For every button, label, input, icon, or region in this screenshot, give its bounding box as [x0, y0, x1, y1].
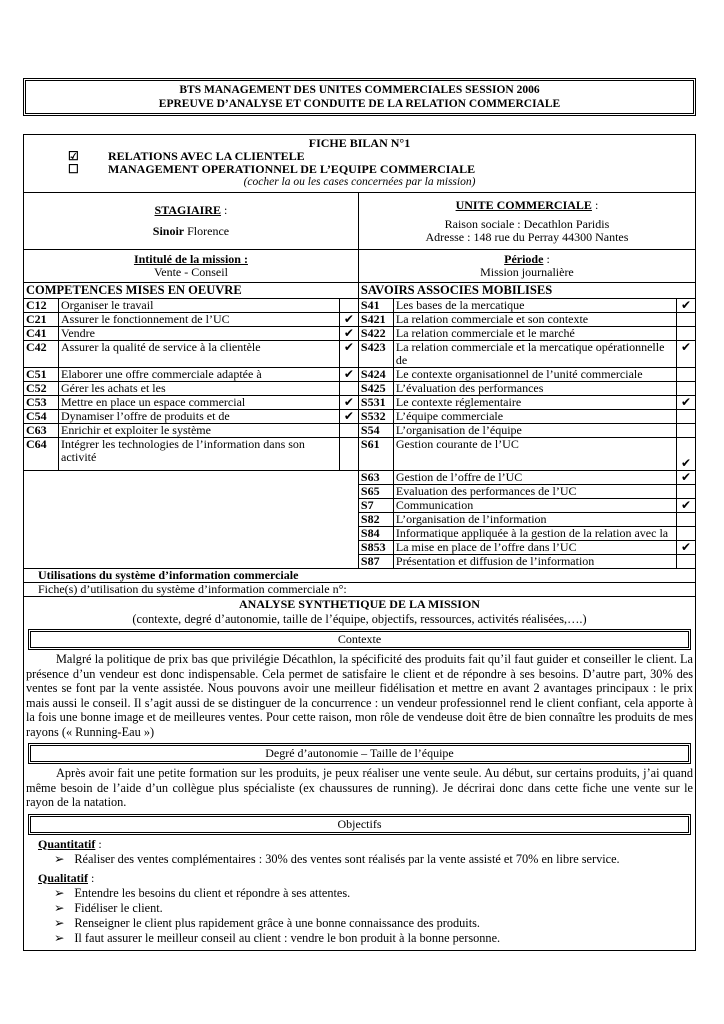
empty-cell — [24, 541, 359, 555]
analyse-subtitle: (contexte, degré d’autonomie, taille de l’équipe, objectifs, ressources, activités réalisées,….) — [132, 612, 587, 626]
savoir-check[interactable] — [677, 410, 696, 424]
savoir-code: S87 — [358, 555, 393, 569]
savoir-code: S65 — [358, 485, 393, 499]
unite-label: UNITE COMMERCIALE — [455, 197, 592, 212]
savoir-check[interactable] — [677, 327, 696, 341]
savoir-row — [24, 499, 696, 513]
skills-row — [24, 368, 696, 382]
savoir-row — [24, 471, 696, 485]
savoir-check[interactable]: ✔ — [677, 499, 696, 513]
savoir-label: L’évaluation des performances — [393, 382, 676, 396]
objectifs-title: Objectifs — [30, 816, 689, 833]
skills-row — [24, 424, 696, 438]
empty-cell — [24, 499, 359, 513]
savoir-code: S532 — [358, 410, 393, 424]
savoir-check[interactable] — [677, 313, 696, 327]
competence-label: Assurer la qualité de service à la clientèle — [59, 341, 340, 368]
fiche-title: FICHE BILAN N°1 — [308, 136, 411, 150]
option-management-equipe: MANAGEMENT OPERATIONNEL DE L’EQUIPE COMMERCIALE — [108, 162, 476, 176]
savoir-check[interactable]: ✔ — [677, 541, 696, 555]
competence-label: Assurer le fonctionnement de l’UC — [59, 313, 340, 327]
savoir-check[interactable]: ✔ — [677, 438, 696, 471]
sic-title: Utilisations du système d’information commerciale — [24, 569, 696, 583]
savoir-label: Informatique appliquée à la gestion de la relation avec la — [393, 527, 676, 541]
competence-code: C41 — [24, 327, 59, 341]
savoir-row — [24, 555, 696, 569]
savoir-code: S84 — [358, 527, 393, 541]
objective-item: ➢ Réaliser des ventes complémentaires : 30% des ventes sont réalisés par la vente assisté et 70% en libre service. — [78, 852, 693, 867]
empty-cell — [24, 513, 359, 527]
savoir-label: La relation commerciale et son contexte — [393, 313, 676, 327]
analyse-title: ANALYSE SYNTHETIQUE DE LA MISSION — [239, 597, 480, 611]
skills-row — [24, 299, 696, 313]
savoir-label: Présentation et diffusion de l’information — [393, 555, 676, 569]
competence-code: C52 — [24, 382, 59, 396]
competence-label: Elaborer une offre commerciale adaptée à — [59, 368, 340, 382]
savoir-check[interactable] — [677, 527, 696, 541]
competence-code: C42 — [24, 341, 59, 368]
savoir-code: S423 — [358, 341, 393, 368]
empty-cell — [24, 527, 359, 541]
objective-item: ➢ Entendre les besoins du client et répondre à ses attentes. — [78, 886, 693, 901]
document-page — [23, 78, 696, 951]
savoir-code: S61 — [358, 438, 393, 471]
savoir-code: S425 — [358, 382, 393, 396]
qualitatif-label: Qualitatif — [38, 870, 88, 885]
competence-code: C12 — [24, 299, 59, 313]
savoir-code: S853 — [358, 541, 393, 555]
competence-code: C21 — [24, 313, 59, 327]
competence-check[interactable] — [339, 438, 358, 471]
periode-colon: : — [543, 252, 550, 266]
competence-code: C53 — [24, 396, 59, 410]
competence-check[interactable]: ✔ — [339, 368, 358, 382]
savoir-check[interactable]: ✔ — [677, 341, 696, 368]
savoir-label: L’organisation de l’information — [393, 513, 676, 527]
savoir-row — [24, 513, 696, 527]
competence-check[interactable] — [339, 382, 358, 396]
objective-item: ➢ Renseigner le client plus rapidement grâce à une bonne connaissance des produits. — [78, 916, 693, 931]
savoir-check[interactable]: ✔ — [677, 299, 696, 313]
option-relations-clientele: RELATIONS AVEC LA CLIENTELE — [108, 149, 305, 163]
competence-label: Dynamiser l’offre de produits et de — [59, 410, 340, 424]
periode-value: Mission journalière — [480, 265, 574, 279]
savoir-check[interactable] — [677, 368, 696, 382]
skills-row — [24, 382, 696, 396]
savoir-code: S63 — [358, 471, 393, 485]
savoir-code: S421 — [358, 313, 393, 327]
skills-row — [24, 327, 696, 341]
checkbox-empty-icon[interactable]: ☐ — [68, 162, 79, 176]
savoir-label: Evaluation des performances de l’UC — [393, 485, 676, 499]
competence-check[interactable]: ✔ — [339, 410, 358, 424]
unite-colon: : — [591, 197, 599, 212]
unite-adresse: Adresse : 148 rue du Perray 44300 Nantes — [425, 229, 629, 244]
contexte-title: Contexte — [30, 631, 689, 648]
competence-check[interactable]: ✔ — [339, 396, 358, 410]
savoir-label: Les bases de la mercatique — [393, 299, 676, 313]
exam-header — [23, 78, 696, 116]
competence-check[interactable] — [339, 424, 358, 438]
quantitatif-label: Quantitatif — [38, 836, 96, 851]
savoir-label: Le contexte organisationnel de l’unité commerciale — [393, 368, 676, 382]
objectifs-box — [28, 814, 691, 835]
competences-title: COMPETENCES MISES EN OEUVRE — [24, 283, 359, 299]
savoir-check[interactable] — [677, 382, 696, 396]
competence-code: C64 — [24, 438, 59, 471]
fiche-table: FICHE BILAN N°1 ☑ RELATIONS AVEC LA CLIENTELE ☐ MANAGEMENT OPERATIONNEL DE L’EQUIPE COMMERCIALE (cocher la ou les cases concernées par la mission) STAGIAIRE : Sinoir Florence UNITE COMMERCIALE : Raison sociale : Decathlon Paridis Adresse : 148 rue du Perray 44300 Nantes Intitulé de la mission : Vente - Conseil Période : Mission journalière COMPETENCES MISES EN OEUVRE SAVOIRS ASSOCIES MOBILISES C12 Organiser le travail S41 Les bases de la mercatique ✔ C21 Assurer le fonctionnement de l’UC ✔ S421 La relation commerciale et son contexte C41 Vendre ✔ S422 La relation commerciale et le marché C42 Assurer la qualité de service à la clientèle ✔ S423 La relation commerciale et la mercatique opérationnelle de ✔ C51 Elaborer une offre commerciale adaptée à ✔ S424 Le contexte organisationnel de l’unité commerciale C52 Gérer les achats et les S425 L’évaluation des performances C53 Mettre en place un espace commercial ✔ S531 Le contexte réglementaire ✔ C54 Dynamiser l’offre de produits et de ✔ S532 L’équipe commerciale C63 Enrichir et exploiter le système S54 L’organisation de l’équipe C64 Intégrer les technologies de l’information dans son activité S61 Gestion courante de l’UC ✔ S63 Gestion de l’offre de l’UC ✔ S65 Evaluation des performances de l’UC S7 Communication ✔ S82 L’organisation de l’information S84 Informatique appliquée à la gestion de la relation avec la S853 La mise en place de l’offre dans l’UC ✔ S87 Présentation et diffusion de l’information Utilisations du système d’information commerciale Fiche(s) d’utilisation du système d’information commerciale n°: ANALYSE SYNTHETIQUE DE LA MISSION (contexte, degré d’autonomie, taille de l’équipe, objectifs, ressources, activités réalisées,….) Contexte Malgré la politique de prix bas que privilégie Décathlon, la spécificité des produits fait qu’il faut guider et conseiller le client. La présence d’un vendeur est donc indispensable. Cela permet de satisfaire le client et de répondre à ses besoins. D’autre part, 30% des ventes se font par la vente assistée. Nous pouvons avoir une meilleur fidélisation et mettre en avant 2 avantages principaux : le prix mais aussi le conseil. Il s’agit aussi de se distinguer de la concurrence : un vendeur professionnel rend le client confiant, cela apporte à la fois une bonne image et de meilleures ventes. Pour cette raison, mon rôle de vendeuse doit être de bien connaître les produits de mes rayons (« Running-Eau ») Degré d’autonomie – Taille de l’équipe Après avoir fait une petite formation sur les produits, je peux réaliser une vente seule. Au début, sur certains produits, j’ai quand même besoin de l’aide d’un collègue plus spécialiste (ex chaussures de running). Je décrirai donc dans cette fiche une vente sur le rayon de la natation. Objectifs Quantitatif : ➢ Réaliser des ventes complémentaires : 30% des ventes sont réalisés par la vente assisté et 70% en libre service. Qualitatif : ➢ Entendre les besoins du client et répondre à ses attentes. ➢ Fidéliser le client. ➢ Renseigner le client plus rapidement grâce à une bonne connaissance des produits. ➢ Il faut assurer le meilleur conseil au client : vendre le bon produit à la bonne personne. — [23, 134, 696, 951]
objective-item: ➢ Il faut assurer le meilleur conseil au client : vendre le bon produit à la bonne personne. — [78, 931, 693, 946]
savoir-label: Gestion de l’offre de l’UC — [393, 471, 676, 485]
savoir-label: Gestion courante de l’UC — [393, 438, 676, 471]
competence-check[interactable]: ✔ — [339, 341, 358, 368]
savoir-check[interactable] — [677, 513, 696, 527]
savoir-code: S531 — [358, 396, 393, 410]
savoir-row — [24, 527, 696, 541]
periode-label: Période — [504, 252, 544, 266]
quantitatif-list — [38, 852, 693, 867]
stagiaire-firstname: Florence — [184, 224, 230, 238]
contexte-text: Malgré la politique de prix bas que privilégie Décathlon, la spécificité des produits fait qu’il faut guider et conseiller le client. La présence d’un vendeur est donc indispensable. Cela permet de satisfaire le client et de répondre à ses besoins. D’autre part, 30% des ventes se font par la vente assistée. Nous pouvons avoir une meilleur fidélisation et mettre en avant 2 avantages principaux : le prix mais aussi le conseil. Il s’agit aussi de se distinguer de la concurrence : un vendeur professionnel rend le client confiant, cela apporte à la fois une bonne image et de meilleures ventes. Pour cette raison, mon rôle de vendeuse doit être de bien connaître les produits de mes rayons (« Running-Eau ») — [26, 652, 693, 739]
header-line-1: BTS MANAGEMENT DES UNITES COMMERCIALES SESSION 2006 — [179, 84, 540, 96]
header-line-2: EPREUVE D’ANALYSE ET CONDUITE DE LA RELATION COMMERCIALE — [158, 98, 561, 110]
competence-code: C54 — [24, 410, 59, 424]
contexte-box — [28, 629, 691, 650]
checkbox-checked-icon[interactable]: ☑ — [68, 149, 79, 163]
autonomie-title: Degré d’autonomie – Taille de l’équipe — [30, 745, 689, 762]
savoir-code: S7 — [358, 499, 393, 513]
competence-label: Mettre en place un espace commercial — [59, 396, 340, 410]
savoir-check[interactable] — [677, 485, 696, 499]
competence-label: Vendre — [59, 327, 340, 341]
savoir-row — [24, 541, 696, 555]
competence-label: Gérer les achats et les — [59, 382, 340, 396]
empty-cell — [24, 485, 359, 499]
competence-code: C63 — [24, 424, 59, 438]
skills-row — [24, 341, 696, 368]
stagiaire-lastname: Sinoir — [152, 224, 185, 238]
objective-item: ➢ Fidéliser le client. — [78, 901, 693, 916]
mission-value: Vente - Conseil — [153, 265, 228, 279]
competence-check[interactable]: ✔ — [339, 327, 358, 341]
sic-fiche: Fiche(s) d’utilisation du système d’information commerciale n°: — [24, 583, 696, 597]
competence-label: Organiser le travail — [59, 299, 340, 313]
competence-code: C51 — [24, 368, 59, 382]
empty-cell — [24, 555, 359, 569]
autonomie-box — [28, 743, 691, 764]
savoir-code: S41 — [358, 299, 393, 313]
savoir-row — [24, 485, 696, 499]
stagiaire-label: STAGIAIRE — [154, 203, 221, 217]
autonomie-text: Après avoir fait une petite formation sur les produits, je peux réaliser une vente seule. Au début, sur certains produits, j’ai quand même besoin de l’aide d’un collègue plus spécialiste (ex chaussures de running). Je décrirai donc dans cette fiche une vente sur le rayon de la natation. — [26, 766, 693, 809]
empty-cell — [24, 471, 359, 485]
skills-row — [24, 396, 696, 410]
skills-row — [24, 410, 696, 424]
savoir-label: Communication — [393, 499, 676, 513]
savoir-code: S422 — [358, 327, 393, 341]
savoir-check[interactable] — [677, 555, 696, 569]
competence-label: Intégrer les technologies de l’information dans son activité — [59, 438, 340, 471]
savoir-check[interactable]: ✔ — [677, 396, 696, 410]
savoir-label: La relation commerciale et le marché — [393, 327, 676, 341]
qualitatif-list — [38, 886, 693, 946]
savoirs-title: SAVOIRS ASSOCIES MOBILISES — [358, 283, 695, 299]
fiche-note: (cocher la ou les cases concernées par la mission) — [243, 176, 476, 188]
savoir-check[interactable]: ✔ — [677, 471, 696, 485]
mission-label: Intitulé de la mission : — [133, 252, 248, 266]
savoir-label: L’équipe commerciale — [393, 410, 676, 424]
competence-label: Enrichir et exploiter le système — [59, 424, 340, 438]
savoir-label: La mise en place de l’offre dans l’UC — [393, 541, 676, 555]
savoir-label: L’organisation de l’équipe — [393, 424, 676, 438]
stagiaire-colon: : — [221, 203, 228, 217]
savoir-code: S54 — [358, 424, 393, 438]
skills-row — [24, 313, 696, 327]
savoir-check[interactable] — [677, 424, 696, 438]
competence-check[interactable] — [339, 299, 358, 313]
competence-check[interactable]: ✔ — [339, 313, 358, 327]
savoir-code: S424 — [358, 368, 393, 382]
savoir-label: Le contexte réglementaire — [393, 396, 676, 410]
savoir-code: S82 — [358, 513, 393, 527]
savoir-label: La relation commerciale et la mercatique opérationnelle de — [393, 341, 676, 368]
unite-raison: Raison sociale : Decathlon Paridis — [444, 216, 610, 231]
